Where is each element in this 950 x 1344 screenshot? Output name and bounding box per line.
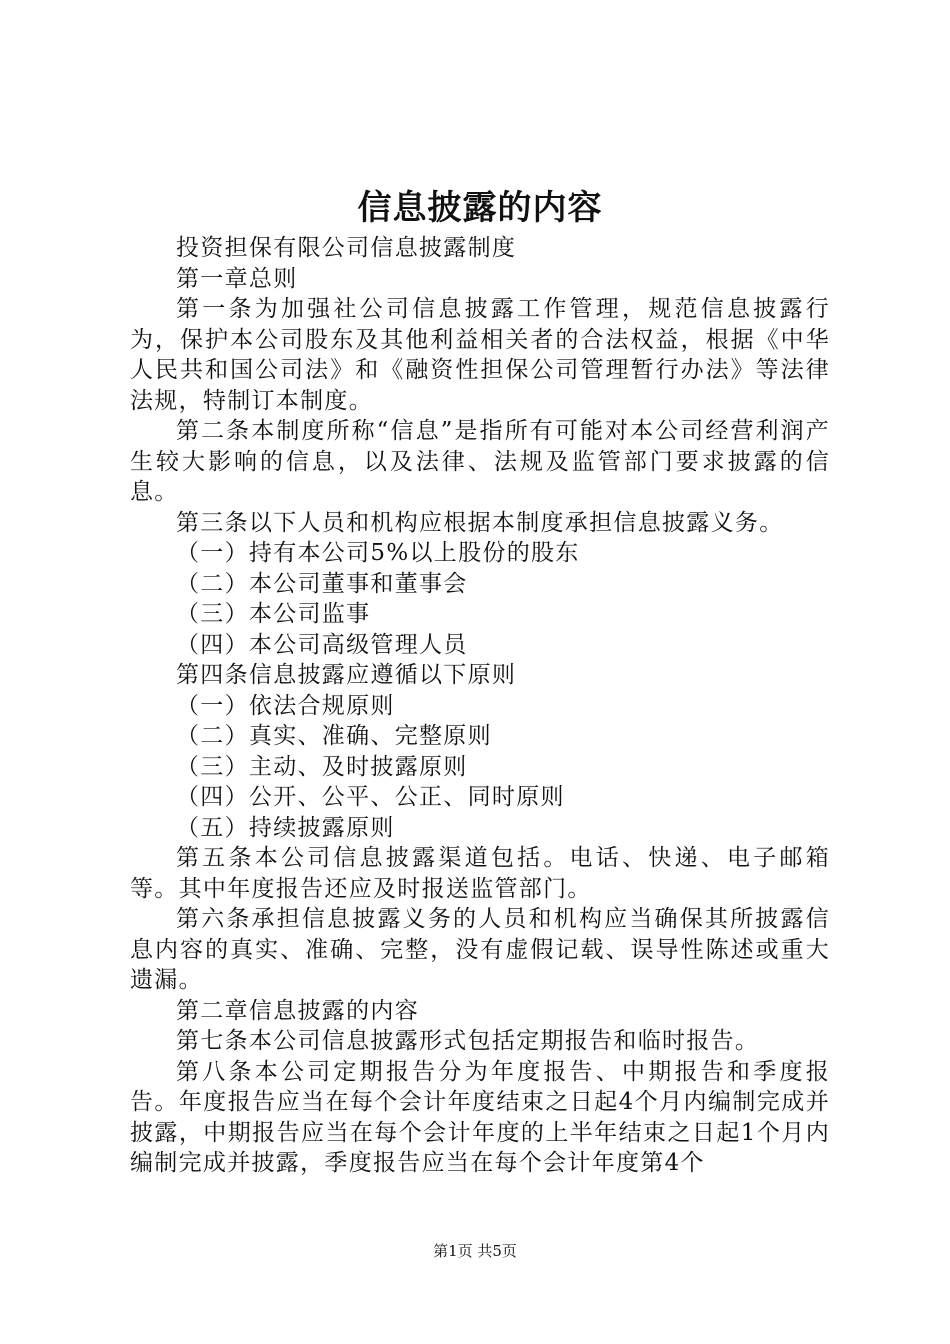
list-item: （二）真实、准确、完整原则 [176, 723, 492, 749]
paragraph: 第六条承担信息披露义务的人员和机构应当确保其所披露信息内容的真实、准确、完整，没有虚假记载、误导性陈述或重大遗漏。 [130, 906, 830, 993]
paragraph: 第八条本公司定期报告分为年度报告、中期报告和季度报告。年度报告应当在每个会计年度结束之日起4个月内编制完成并披露，中期报告应当在每个会计年度的上半年结束之日起1个月内编制完成并披露，季度报告应当在每个会计年度第4个 [130, 1058, 830, 1176]
list-item: （五）持续披露原则 [176, 814, 395, 841]
list-item: （二）本公司董事和董事会 [176, 570, 468, 597]
chapter-heading: 第一章总则 [176, 265, 298, 292]
paragraph: 第四条信息披露应遵循以下原则 [176, 662, 517, 688]
document-title: 信息披露的内容 [357, 188, 603, 228]
list-item: （一）持有本公司5%以上股份的股东 [176, 540, 580, 566]
paragraph: 第三条以下人员和机构应根据本制度承担信息披露义务。 [176, 509, 784, 536]
chapter-heading: 第二章信息披露的内容 [176, 997, 419, 1024]
list-item: （四）本公司高级管理人员 [176, 631, 468, 658]
page-footer: 第1页 共5页 [433, 1242, 517, 1260]
list-item: （一）依法合规原则 [176, 692, 395, 719]
document-body [130, 233, 830, 1179]
paragraph: 投资担保有限公司信息披露制度 [176, 235, 517, 261]
paragraph: 第五条本公司信息披露渠道包括。电话、快递、电子邮箱等。其中年度报告还应及时报送监管部门。 [130, 845, 830, 902]
list-item: （三）主动、及时披露原则 [176, 753, 468, 780]
paragraph: 第一条为加强社公司信息披露工作管理，规范信息披露行为，保护本公司股东及其他利益相关者的合法权益，根据《中华人民共和国公司法》和《融资性担保公司管理暂行办法》等法律法规，特制订本制度。 [130, 296, 830, 414]
list-item: （三）本公司监事 [176, 601, 371, 627]
paragraph: 第二条本制度所称“信息”是指所有可能对本公司经营利润产生较大影响的信息，以及法律、法规及监管部门要求披露的信息。 [130, 418, 830, 505]
list-item: （四）公开、公平、公正、同时原则 [176, 784, 565, 810]
paragraph: 第七条本公司信息披露形式包括定期报告和临时报告。 [176, 1028, 760, 1054]
